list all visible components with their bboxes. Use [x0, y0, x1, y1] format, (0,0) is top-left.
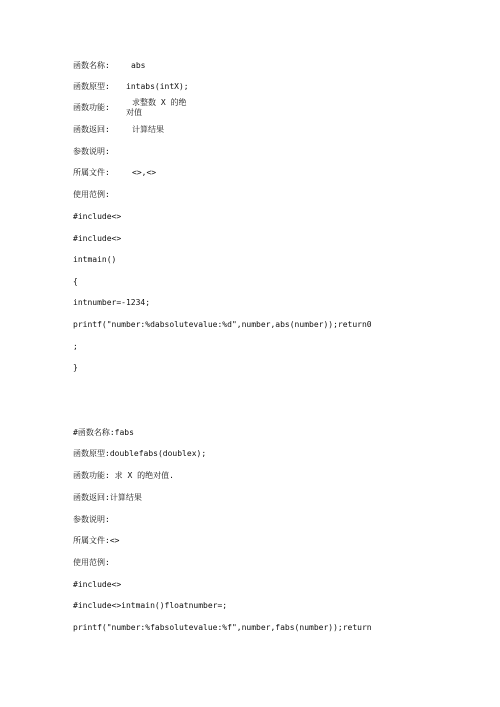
- section2-title: #函数名称:fabs: [73, 428, 134, 437]
- file-label: 所属文件:: [73, 168, 110, 177]
- code-line: ;: [73, 342, 78, 351]
- section2-line: 函数功能: 求 X 的绝对值.: [73, 471, 174, 480]
- section2-line: #include<>intmain()floatnumber=;: [73, 601, 228, 610]
- file-value: <>,<>: [132, 168, 157, 177]
- code-line: {: [73, 277, 78, 286]
- param-label: 参数说明:: [73, 147, 110, 156]
- return-value: 计算结果: [132, 125, 164, 134]
- example-label: 使用范例:: [73, 190, 110, 199]
- code-line: intmain(): [73, 255, 117, 264]
- prototype-label: 函数原型:: [73, 82, 110, 91]
- return-label: 函数返回:: [73, 125, 110, 134]
- function-label: 函数功能:: [73, 103, 110, 112]
- code-line: #include<>: [73, 234, 122, 243]
- code-line: printf("number:%dabsolutevalue:%d",number,abs(number));return0: [73, 320, 372, 329]
- section2-line: 参数说明:: [73, 515, 110, 524]
- section2-line: 所属文件:<>: [73, 536, 120, 545]
- section2-line: printf("number:%fabsolutevalue:%f",number,fabs(number));return: [73, 623, 372, 632]
- section2-line: 使用范例:: [73, 558, 110, 567]
- code-line: }: [73, 363, 78, 372]
- section2-line: #include<>: [73, 580, 122, 589]
- section2-line: 函数原型:doublefabs(doublex);: [73, 449, 207, 458]
- function-value: 求整数 X 的绝对值: [126, 98, 187, 117]
- name-label: 函数名称:: [73, 61, 110, 70]
- code-line: intnumber=-1234;: [73, 298, 151, 307]
- name-value: abs: [131, 61, 146, 70]
- prototype-value: intabs(intX);: [126, 82, 189, 91]
- section2-line: 函数返回:计算结果: [73, 493, 142, 502]
- code-line: #include<>: [73, 212, 122, 221]
